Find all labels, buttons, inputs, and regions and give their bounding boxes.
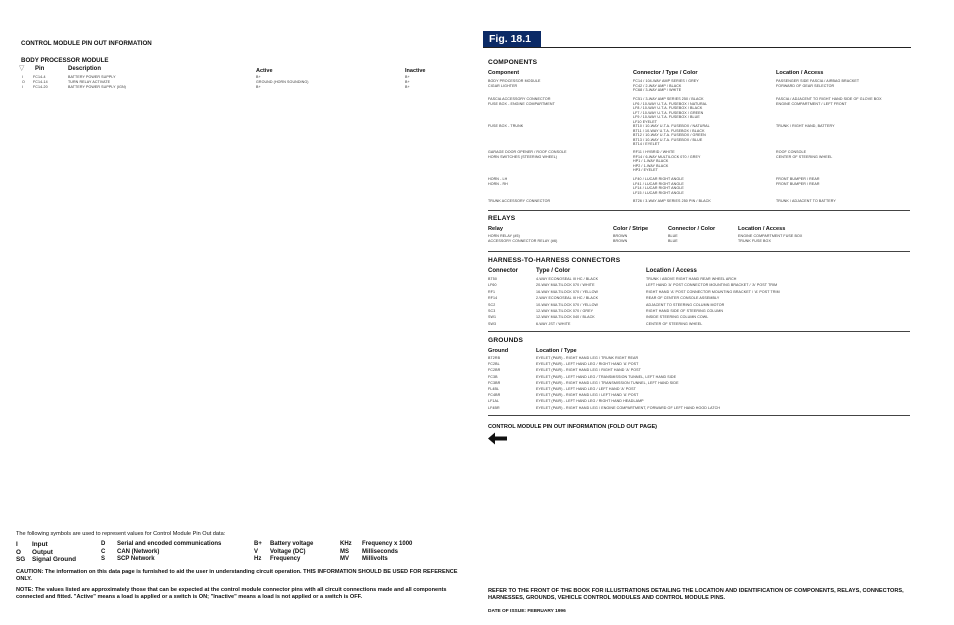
harness-type: 20-WAY MULTILOCK 070 / WHITE	[536, 283, 595, 288]
symbol-key: Hz	[254, 556, 262, 562]
component-name: FASCIA ACCESSORY CONNECTOR	[488, 97, 551, 101]
symbol-entry	[16, 541, 76, 549]
harness-location: LEFT HAND 'A' POST CONNECTOR MOUNTING BRACKET / 'A' POST TRIM	[646, 283, 778, 288]
relay-color: BROWN	[613, 234, 628, 238]
harness-connector: SW3	[488, 321, 497, 326]
relay-row	[488, 239, 910, 244]
ground-id: FC3BR	[488, 380, 501, 385]
harness-connector: RF14	[488, 296, 498, 301]
component-connector: HP2 / 1-WAY BLACK	[633, 163, 669, 168]
component-connector: LF14 / LUCAR RIGHT ANGLE	[633, 186, 684, 191]
component-locations	[776, 199, 836, 204]
component-location: ENGINE COMPARTMENT / LEFT FRONT	[776, 101, 847, 106]
symbol-value: CAN (Network)	[117, 548, 160, 555]
symbol-entry	[16, 556, 76, 564]
ground-location: EYELET (PAIR) - RIGHT HAND LEG / TRANSMISSION TUNNEL, LEFT HAND SIDE	[536, 380, 679, 385]
relay-connector: BLUE	[668, 234, 678, 238]
component-connector: BT14 / EYELET	[633, 142, 660, 147]
symbols-col-1	[16, 541, 76, 564]
figure-badge: Fig. 18.1	[483, 31, 541, 47]
relay-location-header: Location / Access	[738, 226, 786, 232]
grounds-table	[488, 356, 910, 412]
ground-id: LF1AL	[488, 399, 500, 404]
component-connector: LF15 / LUCAR RIGHT ANGLE	[633, 190, 684, 195]
component-location: FASCIA / ADJACENT TO RIGHT HAND SIDE OF GLOVE BOX	[776, 97, 882, 101]
symbol-value: Milliseconds	[362, 548, 399, 555]
symbol-value: Millivolts	[362, 556, 388, 562]
active-header: Active	[256, 68, 273, 74]
grounds-rule	[488, 415, 910, 416]
component-connectors	[633, 177, 684, 195]
ground-location: EYELET (PAIR) - RIGHT HAND LEG / ENGINE COMPARTMENT, FORWARD OF LEFT HAND HOOD LATCH	[536, 405, 721, 410]
pin-description: BATTERY POWER SUPPLY	[68, 75, 116, 79]
ground-id: BT2RB	[488, 356, 501, 360]
harness-type: 16-WAY MULTILOCK 070 / YELLOW	[536, 289, 599, 294]
symbols-col-2	[101, 541, 221, 564]
harness-location: REAR OF CENTER CONSOLE ASSEMBLY	[646, 296, 720, 301]
harness-location: TRUNK / ABOVE RIGHT HAND REAR WHEEL ARCH	[646, 277, 737, 281]
ground-row	[488, 406, 910, 412]
harness-rule	[488, 331, 910, 332]
module-title: BODY PROCESSOR MODULE	[21, 57, 109, 64]
component-name: TRUNK ACCESSORY CONNECTOR	[488, 199, 551, 203]
component-location: CENTER OF STEERING WHEEL	[776, 154, 833, 159]
foldout-label: CONTROL MODULE PIN OUT INFORMATION (FOLD OUT PAGE)	[488, 424, 658, 430]
symbol-entry	[340, 541, 412, 549]
relay-location: TRUNK FUSE BOX	[738, 239, 771, 243]
relay-header: Relay	[488, 226, 503, 232]
symbol-entry	[254, 549, 313, 557]
component-name: FUSE BOX - TRUNK	[488, 124, 524, 128]
component-locations	[776, 97, 882, 106]
pin-header: Pin	[35, 66, 45, 72]
relay-name: HORN RELAY (#5)	[488, 234, 520, 238]
component-names	[488, 150, 567, 159]
pin-table	[22, 75, 442, 90]
pin-active-value: GROUND (HORN SOUNDING)	[256, 80, 309, 84]
component-connector: LF7 / 10-WAY U.T.A. FUSEBOX / GREEN	[633, 110, 704, 115]
component-connector: FC42 / 2-WAY AMP / BLACK	[633, 83, 682, 88]
symbol-entry	[16, 549, 76, 557]
component-connector: HP3 / EYELET	[633, 168, 658, 173]
harness-title: HARNESS-TO-HARNESS CONNECTORS	[488, 257, 621, 264]
symbol-entry	[101, 549, 221, 557]
relays-title: RELAYS	[488, 215, 516, 222]
ground-id: FC2BR	[488, 368, 501, 373]
component-connector: RF14 / 6-WAY MULTILOCK 070 / GREY	[633, 154, 701, 159]
pin-description: TURN RELAY ACTIVATE	[68, 80, 111, 84]
component-names	[488, 124, 523, 129]
component-connector: BT11 / 10-WAY U.T.A. FUSEBOX / BLACK	[633, 128, 705, 133]
component-location: TRUNK / ADJACENT TO BATTERY	[776, 199, 836, 203]
harness-location: RIGHT HAND SIDE OF STEERING COLUMN	[646, 308, 724, 313]
component-connectors	[633, 199, 711, 204]
pin-active-value: B+	[256, 75, 261, 79]
inactive-header: Inactive	[405, 68, 426, 74]
symbol-key: KHz	[340, 541, 352, 547]
component-location: ROOF CONSOLE	[776, 150, 807, 154]
component-connector: HP1 / 1-WAY BLACK	[633, 159, 669, 164]
symbol-key: O	[16, 548, 21, 556]
ground-location: EYELET (PAIR) - LEFT HAND LEG / RIGHT HAND 'A' POST	[536, 362, 639, 367]
component-connector: LF8 / 10-WAY U.T.A. FUSEBOX / BLACK	[633, 106, 703, 111]
ground-header: Ground	[488, 348, 509, 354]
caution-text: CAUTION: The information on this data page is furnished to aid the user in understanding circuit operation. THIS INFORMATION SHOULD BE USED FOR REFERENCE ONLY.	[16, 569, 458, 582]
component-connector: LF9 / 10-WAY U.T.A. FUSEBOX / BLUE	[633, 115, 700, 120]
pin-inactive-value: B+	[405, 75, 410, 79]
component-names	[488, 177, 508, 186]
symbol-entry	[254, 541, 313, 549]
back-arrow-icon[interactable]	[488, 432, 508, 445]
component-connector: BT13 / 10-WAY U.T.A. FUSEBOX / BLUE	[633, 137, 703, 142]
harness-location: CENTER OF STEERING WHEEL	[646, 321, 703, 326]
component-connector: FC51 / 3-WAY AMP SERIES 250 / BLACK	[633, 97, 704, 101]
grounds-title: GROUNDS	[488, 337, 524, 344]
components-rule	[488, 210, 910, 211]
harness-connector: SC3	[488, 308, 496, 313]
pin-row	[22, 85, 442, 90]
symbol-entry	[101, 541, 221, 549]
component-header: Component	[488, 70, 520, 76]
symbol-key: B+	[254, 541, 262, 547]
relay-connector: BLUE	[668, 239, 678, 243]
ground-location: EYELET (PAIR) - RIGHT HAND LEG / RIGHT HAND 'A' POST	[536, 368, 641, 373]
component-names	[488, 97, 555, 106]
harness-connector: LF60	[488, 283, 497, 288]
relay-connector-header: Connector / Color	[668, 226, 716, 232]
pin-description: BATTERY POWER SUPPLY (IGN)	[68, 85, 126, 89]
harness-location-header: Location / Access	[646, 268, 697, 274]
harness-type: 4-WAY ECONOSEAL III HC / BLACK	[536, 277, 599, 281]
component-name: HORN - LH	[488, 177, 508, 181]
symbol-key: I	[16, 541, 18, 548]
symbol-entry	[340, 556, 412, 564]
harness-table	[488, 277, 910, 328]
ground-location: EYELET (PAIR) - RIGHT HAND LEG / TRUNK RIGHT REAR	[536, 356, 639, 360]
relay-name: ACCESSORY CONNECTOR RELAY (#6)	[488, 239, 558, 243]
ground-location-header: Location / Type	[536, 348, 577, 354]
harness-location: ADJACENT TO STEERING COLUMN MOTOR	[646, 302, 725, 307]
harness-type: 2-WAY ECONOSEAL III HC / BLACK	[536, 296, 599, 301]
symbol-key: MV	[340, 556, 349, 562]
pin-inactive-value: B+	[405, 85, 410, 89]
symbol-value: Serial and encoded communications	[117, 541, 222, 547]
component-connectors	[633, 150, 700, 173]
component-location: PASSENGER SIDE FASCIA / AIRBAG BRACKET	[776, 79, 860, 83]
component-name: FUSE BOX - ENGINE COMPARTMENT	[488, 101, 555, 106]
component-connector: RF11 / HYBRID / WHITE	[633, 150, 675, 154]
harness-type: 12-WAY MULTILOCK 070 / GREY	[536, 308, 594, 313]
component-locations	[776, 177, 820, 186]
component-connector: LF41 / LUCAR RIGHT ANGLE	[633, 181, 684, 186]
component-connector: BT26 / 3-WAY AMP SERIES 250 PIN / BLACK	[633, 199, 711, 203]
relay-color-header: Color / Stripe	[613, 226, 649, 232]
relay-color: BROWN	[613, 239, 628, 243]
component-location: FRONT BUMPER / REAR	[776, 181, 820, 186]
pin-inactive-value: B+	[405, 80, 410, 84]
component-connector: LF10 EYELET	[633, 119, 658, 124]
components-title: COMPONENTS	[488, 59, 538, 66]
symbols-intro: The following symbols are used to represent values for Control Module Pin Out data:	[16, 531, 226, 537]
component-connector: LF6 / 10-WAY U.T.A. FUSEBOX / NATURAL	[633, 101, 708, 106]
symbol-value: Voltage (DC)	[270, 548, 306, 555]
harness-type: 12-WAY MULTILOCK 040 / BLACK	[536, 315, 595, 320]
symbol-key: SG	[16, 556, 26, 563]
symbols-col-3	[254, 541, 313, 564]
pin-active-value: B+	[256, 85, 261, 89]
note-text: NOTE: The values listed are approximately those that can be expected at the control module connector pins with all circuit connections made and all components connected and fitted. "Active" means a load is applied or a switch is ON; "Inactive" means a load is not applied or a switch is OFF.	[16, 587, 447, 600]
harness-connector: BT50	[488, 277, 497, 281]
component-connector: LF40 / LUCAR RIGHT ANGLE	[633, 177, 684, 181]
symbol-key: MS	[340, 548, 349, 555]
component-connector: BT10 / 10-WAY U.T.A. FUSEBOX / NATURAL	[633, 124, 710, 128]
ground-id: FC2BL	[488, 362, 500, 367]
symbols-col-4	[340, 541, 412, 564]
relays-table	[488, 234, 910, 244]
component-locations	[776, 150, 832, 159]
harness-location: INSIDE STEERING COLUMN COWL	[646, 315, 709, 320]
component-locations	[776, 124, 835, 129]
ground-location: EYELET (PAIR) - LEFT HAND LEG / LEFT HAND 'A' POST	[536, 386, 636, 391]
harness-type-header: Type / Color	[536, 268, 571, 274]
symbol-entry	[340, 549, 412, 557]
symbol-value: SCP Network	[117, 556, 155, 562]
symbol-key: S	[101, 556, 106, 562]
ground-id: FC3B	[488, 374, 498, 379]
pin-number: FC14-4	[33, 75, 46, 79]
relay-location: ENGINE COMPARTMENT FUSE BOX	[738, 234, 803, 238]
pin-type-mark: I	[22, 75, 24, 79]
component-name: GARAGE DOOR OPENER / ROOF CONSOLE	[488, 150, 567, 154]
component-location: FORWARD OF GEAR SELECTOR	[776, 83, 835, 88]
symbol-value: Input	[32, 541, 48, 548]
component-connectors	[633, 97, 707, 125]
harness-connector: RF1	[488, 289, 496, 294]
figure-rule	[483, 47, 911, 48]
harness-connector: SC2	[488, 302, 496, 307]
symbol-entry	[101, 556, 221, 564]
relays-rule	[488, 251, 910, 252]
symbol-key: V	[254, 548, 259, 555]
pin-type-mark: I	[22, 85, 24, 89]
ground-id: LF4BR	[488, 405, 500, 410]
symbol-value: Frequency	[270, 556, 301, 562]
pin-number: FC14-20	[33, 85, 48, 89]
component-name: CIGAR LIGHTER	[488, 83, 518, 88]
component-name: BODY PROCESSOR MODULE	[488, 79, 541, 83]
harness-connector: SW1	[488, 315, 497, 320]
component-location-header: Location / Access	[776, 70, 824, 76]
components-table	[488, 79, 910, 209]
symbol-value: Frequency x 1000	[362, 541, 413, 547]
component-locations	[776, 79, 859, 88]
component-name: HORN - RH	[488, 181, 508, 186]
date-of-issue: DATE OF ISSUE: FEBRUARY 1996	[488, 609, 566, 614]
component-name: HORN SWITCHES (STEERING WHEEL)	[488, 154, 558, 159]
symbol-key: D	[101, 541, 106, 547]
harness-type: 6-WAY JST / WHITE	[536, 321, 571, 326]
filter-icon: ▽	[19, 65, 25, 72]
harness-type: 10-WAY MULTILOCK 070 / YELLOW	[536, 302, 599, 307]
ground-location: EYELET (PAIR) - LEFT HAND LEG / RIGHT HAND HEADLAMP	[536, 399, 644, 404]
ground-id: FC4BR	[488, 393, 501, 398]
component-location: FRONT BUMPER / REAR	[776, 177, 820, 181]
symbol-entry	[254, 556, 313, 564]
pin-type-mark: O	[22, 80, 25, 84]
ground-location: EYELET (PAIR) - RIGHT HAND LEG / LEFT HAND 'A' POST	[536, 393, 639, 398]
component-connector: BT12 / 10-WAY U.T.A. FUSEBOX / GREEN	[633, 133, 706, 138]
symbol-value: Signal Ground	[32, 556, 77, 563]
symbol-value: Battery voltage	[270, 541, 314, 547]
harness-connector-header: Connector	[488, 268, 518, 274]
ground-id: FL4BL	[488, 386, 500, 391]
component-connector: FC14 / 104-WAY AMP SERIES / GREY	[633, 79, 699, 83]
page-title: CONTROL MODULE PIN OUT INFORMATION	[21, 40, 152, 47]
description-header: Description	[68, 66, 102, 72]
symbol-key: C	[101, 548, 106, 555]
ground-location: EYELET (PAIR) - LEFT HAND LEG / TRANSMISSION TUNNEL, LEFT HAND SIDE	[536, 374, 677, 379]
component-connector-header: Connector / Type / Color	[633, 70, 698, 76]
harness-location: RIGHT HAND 'A' POST CONNECTOR MOUNTING BRACKET / 'A' POST TRIM	[646, 289, 780, 294]
harness-row	[488, 322, 910, 328]
component-connectors	[633, 124, 710, 147]
symbol-value: Output	[32, 548, 53, 556]
component-names	[488, 79, 541, 88]
component-connectors	[633, 79, 699, 93]
component-names	[488, 199, 550, 204]
refer-note: REFER TO THE FRONT OF THE BOOK FOR ILLUSTRATIONS DETAILING THE LOCATION AND IDENTIFICATION OF COMPONENTS, RELAYS, CONNECTORS, HARNESSES, GROUNDS, VEHICLE CONTROL MODULES AND CONTROL MODULE PINS.	[488, 588, 904, 601]
component-connector: FC68 / 3-WAY AMP / WHITE	[633, 88, 682, 93]
pin-number: FC14-14	[33, 80, 48, 84]
component-location: TRUNK / RIGHT HAND, BATTERY	[776, 124, 835, 128]
